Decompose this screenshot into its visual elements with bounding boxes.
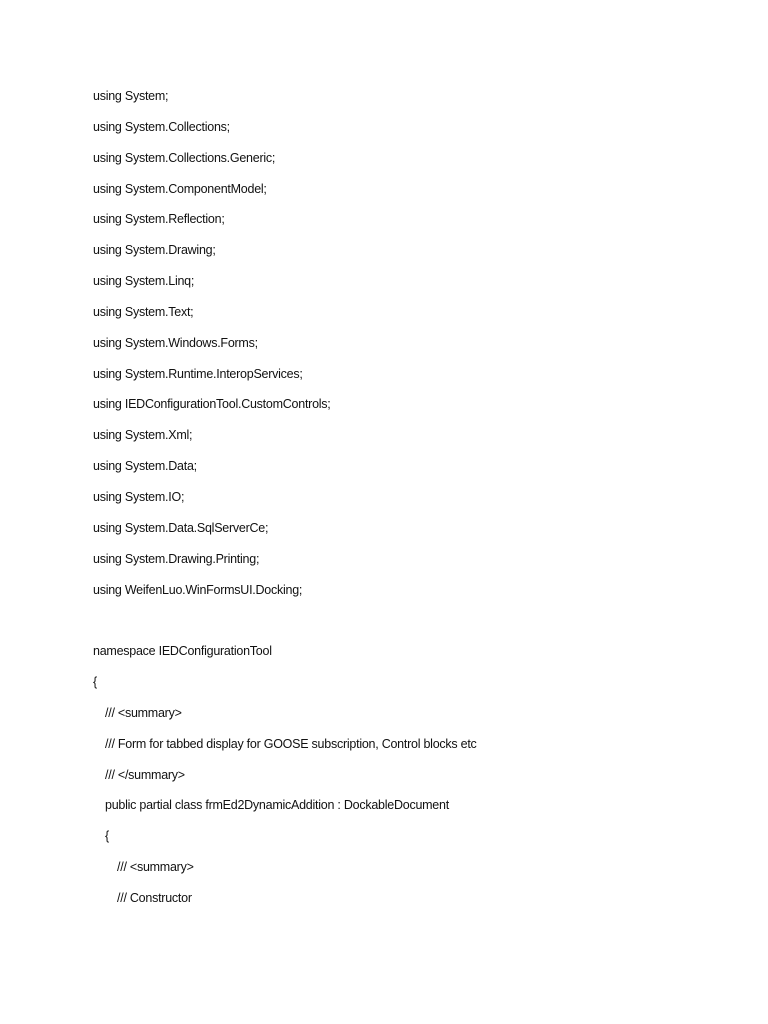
code-line: using System.Data; [93,459,197,474]
code-line: namespace IEDConfigurationTool [93,644,272,659]
code-line: /// Constructor [117,890,192,905]
code-line: using WeifenLuo.WinFormsUI.Docking; [93,582,303,597]
code-line: using System.Xml; [93,428,193,443]
code-line: using System; [93,89,169,103]
code-line: using System.IO; [93,489,185,504]
code-line: /// <summary> [117,860,194,875]
code-line: using System.ComponentModel; [93,181,267,196]
code-line: using System.Windows.Forms; [93,335,258,350]
code-line: { [93,675,97,690]
code-line: /// </summary> [105,767,185,782]
code-line: using System.Reflection; [93,212,225,227]
code-line: using System.Drawing.Printing; [93,551,260,566]
code-line: using IEDConfigurationTool.CustomControls; [93,397,331,412]
code-line: using System.Collections.Generic; [93,150,276,165]
code-line: using System.Drawing; [93,243,216,258]
code-line: public partial class frmEd2DynamicAddition : DockableDocument [105,798,449,813]
blank-line [93,608,733,639]
code-listing [93,84,733,917]
code-line: using System.Linq; [93,274,195,289]
code-line: { [105,829,109,844]
code-line: using System.Data.SqlServerCe; [93,520,269,535]
code-line: using System.Text; [93,304,194,319]
code-line: using System.Runtime.InteropServices; [93,366,303,381]
code-line: /// <summary> [105,705,182,720]
code-line: /// Form for tabbed display for GOOSE subscription, Control blocks etc [105,736,477,751]
code-line: using System.Collections; [93,119,230,134]
